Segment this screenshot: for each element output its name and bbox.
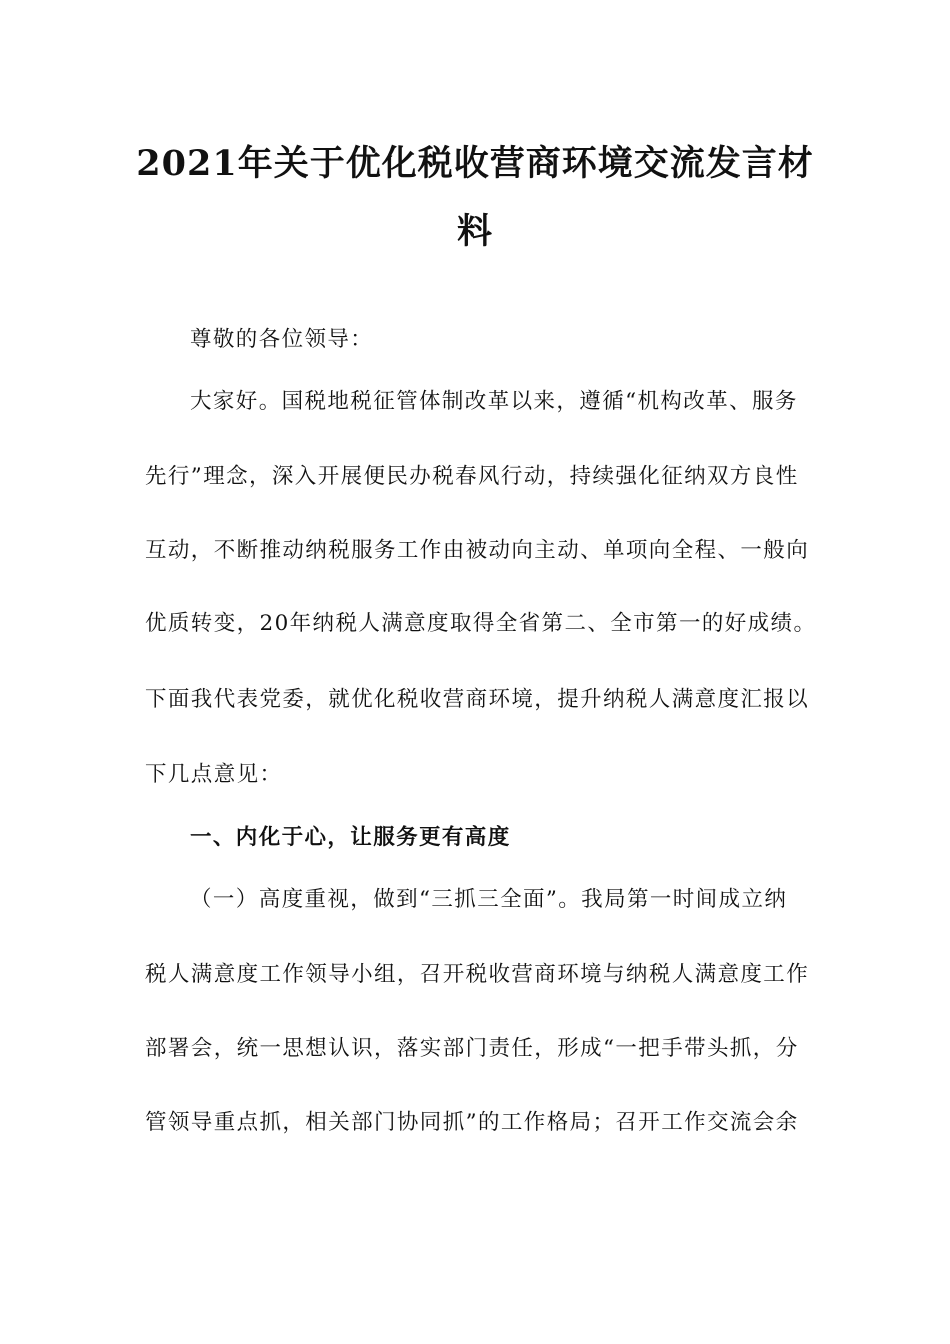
body-line: （一）高度重视，做到“三抓三全面”。我局第一时间成立纳 — [190, 887, 788, 912]
document-title-line-1: 2021年关于优化税收营商环境交流发言材 — [136, 143, 814, 184]
body-line: 管领导重点抓，相关部门协同抓”的工作格局；召开工作交流会余 — [145, 1110, 799, 1135]
body-line: 先行”理念，深入开展便民办税春风行动，持续强化征纳双方良性 — [145, 464, 799, 489]
body-line: 税人满意度工作领导小组，召开税收营商环境与纳税人满意度工作 — [145, 962, 810, 987]
body-line: 下几点意见： — [145, 762, 283, 787]
body-line: 下面我代表党委，就优化税收营商环境，提升纳税人满意度汇报以 — [145, 687, 810, 712]
body-line: 大家好。国税地税征管体制改革以来，遵循“机构改革、服务 — [190, 389, 798, 414]
document-title-line-2: 料 — [456, 211, 493, 252]
body-line: 互动，不断推动纳税服务工作由被动向主动、单项向全程、一般向 — [145, 538, 810, 563]
body-line: 部署会，统一思想认识，落实部门责任，形成“一把手带头抓，分 — [145, 1036, 799, 1061]
section-heading: 一、内化于心，让服务更有高度 — [190, 825, 511, 850]
body-line: 优质转变，20年纳税人满意度取得全省第二、全市第一的好成绩。 — [145, 611, 817, 636]
salutation: 尊敬的各位领导： — [190, 327, 374, 352]
